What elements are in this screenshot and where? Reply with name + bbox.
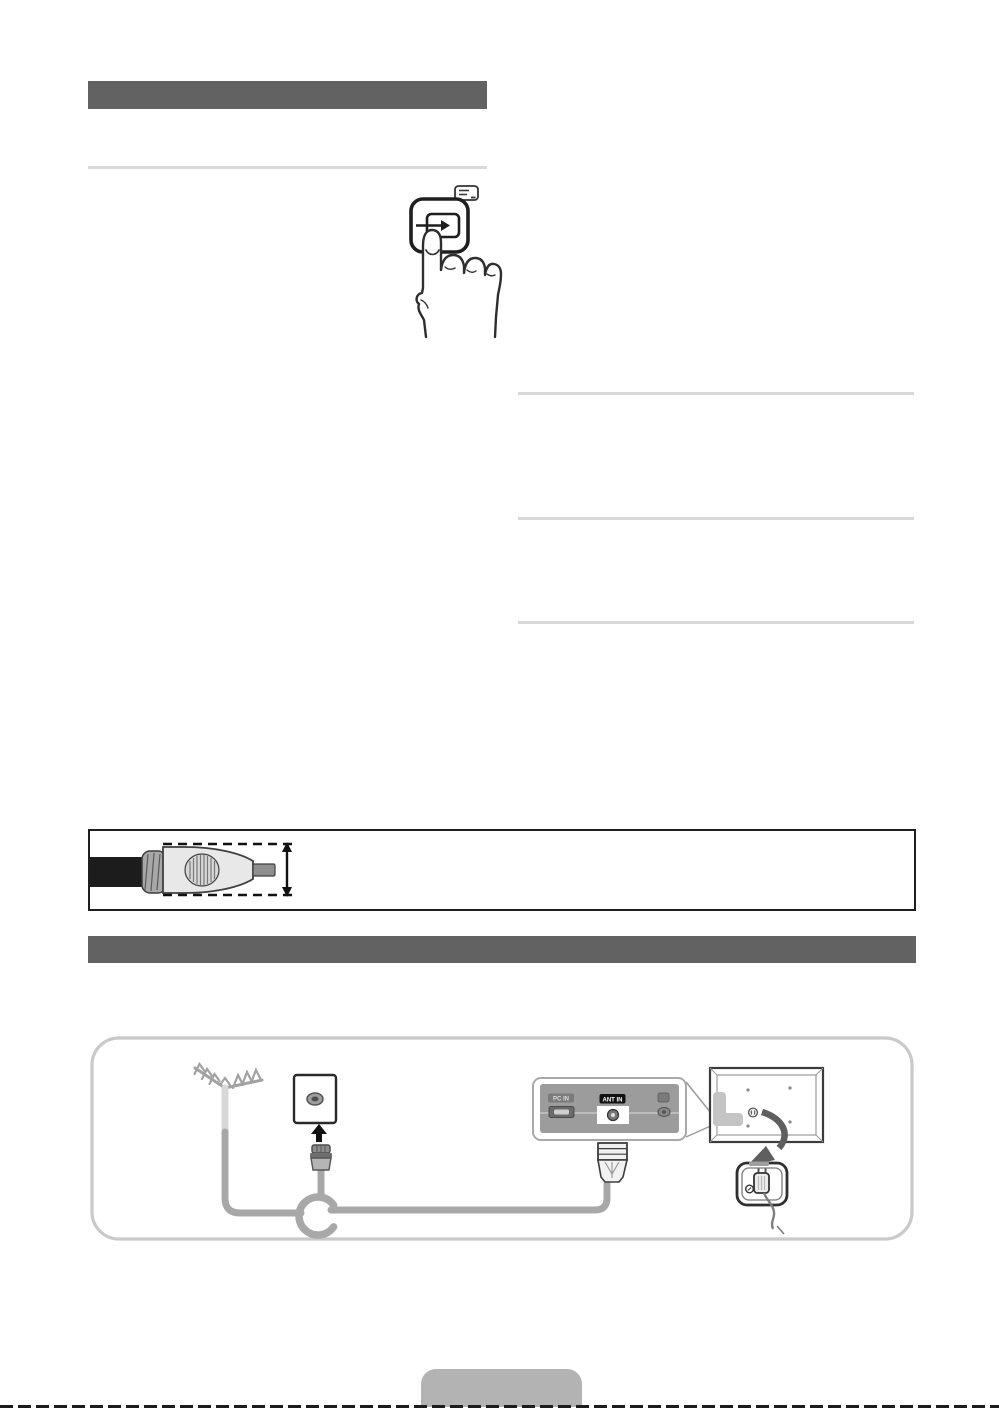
wall-jack-icon	[294, 1075, 336, 1123]
cable-width-figure-box	[88, 829, 916, 911]
ant-cable-connector-icon	[598, 1143, 627, 1182]
antenna-connection-diagram	[90, 1036, 914, 1241]
section-header-bar	[88, 81, 487, 109]
coax-cable-icon	[90, 831, 914, 909]
separator-line	[518, 517, 914, 520]
power-inlet-icon	[749, 1108, 758, 1117]
pc-in-label: PC IN	[552, 1096, 570, 1103]
separator-line	[518, 392, 914, 395]
section-header-bar	[88, 936, 916, 963]
ant-in-port	[597, 1094, 629, 1124]
page-cut-line	[0, 1405, 999, 1408]
back-panel-detail	[533, 1078, 686, 1140]
source-button-press-illustration	[392, 180, 512, 340]
separator-line	[518, 621, 914, 624]
cable-sheath	[90, 857, 146, 887]
page-number-tab	[421, 1369, 582, 1407]
connector-pin	[253, 864, 275, 876]
connector-body	[163, 847, 253, 893]
tv-rear-icon	[710, 1068, 823, 1142]
separator-line	[88, 166, 487, 169]
ant-in-label: ANT IN	[602, 1097, 623, 1104]
